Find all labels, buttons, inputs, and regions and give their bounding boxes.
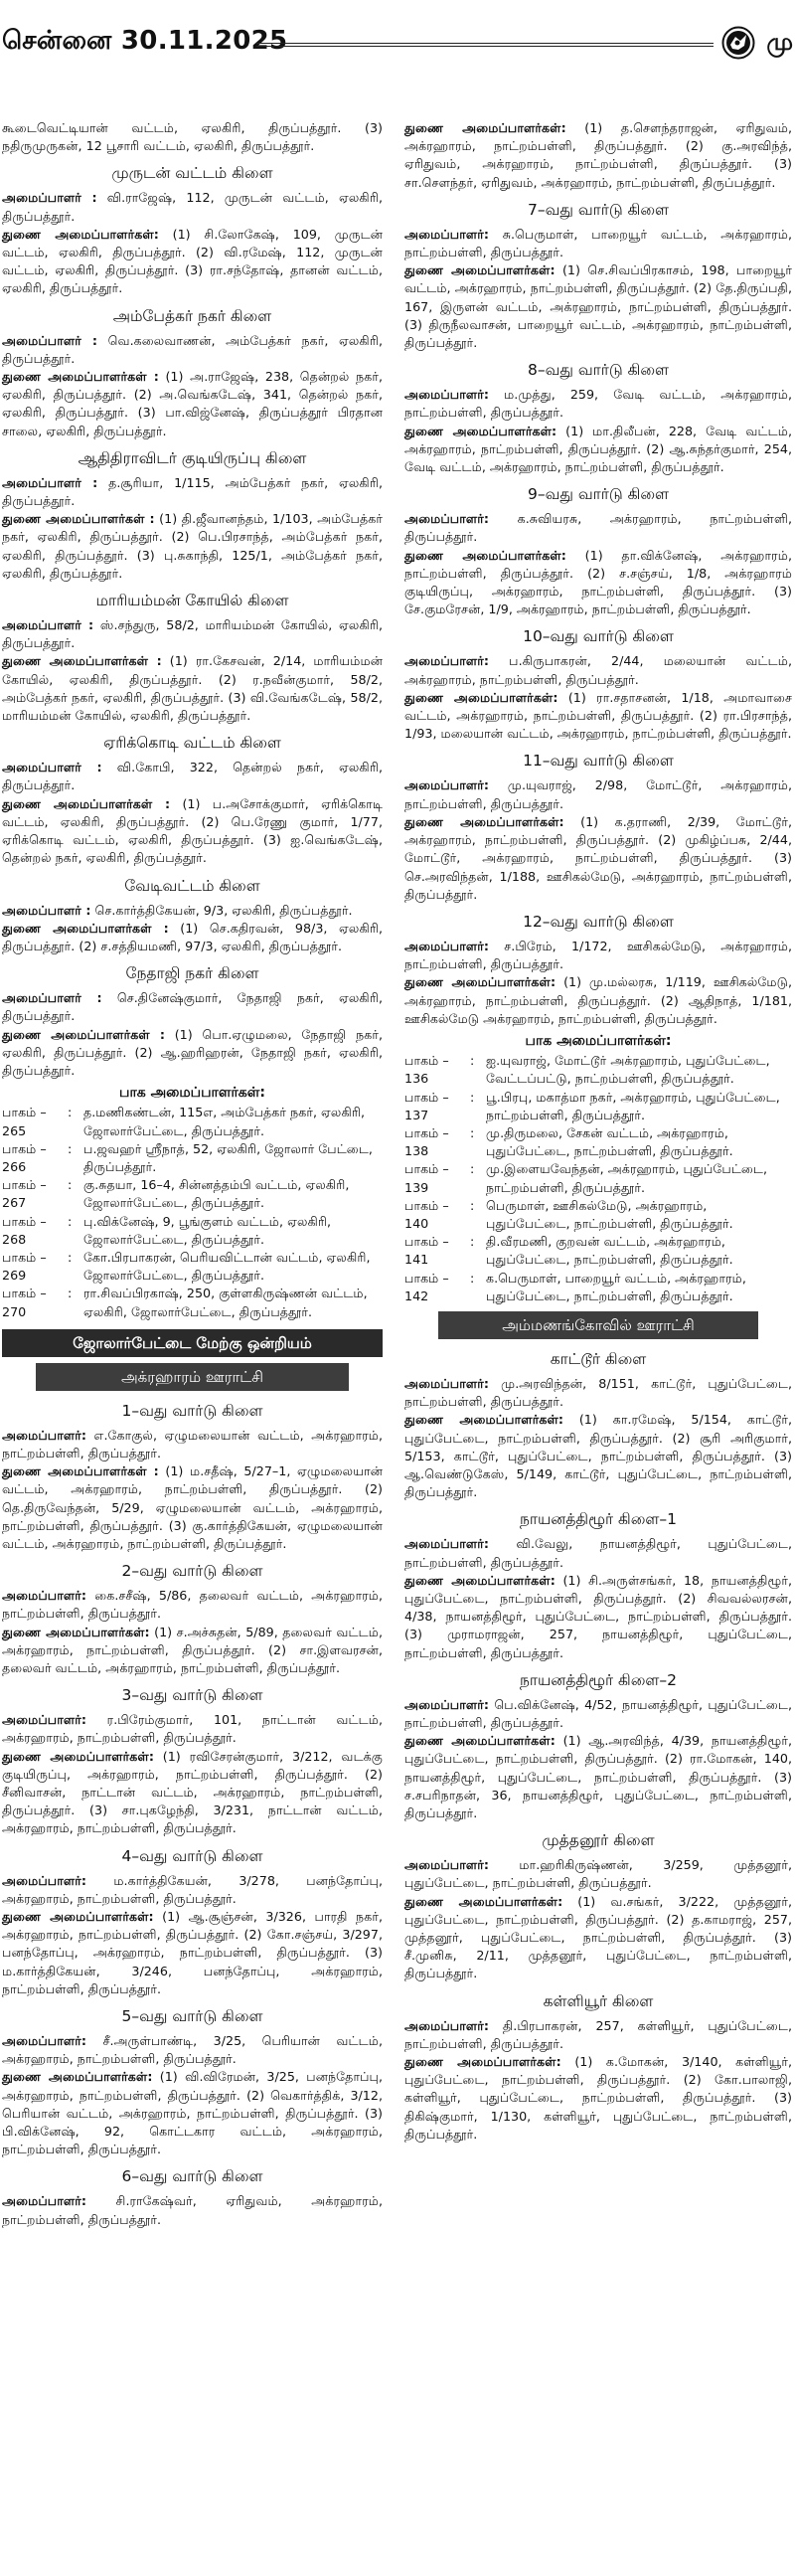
- party-emblem-icon: [721, 26, 755, 60]
- panchayat-banner: அம்மணங்கோவில் ஊராட்சி: [438, 1311, 758, 1339]
- role-label: அமைப்பாளர்:: [404, 1857, 489, 1873]
- paragraph: [404, 1696, 792, 1732]
- role-text: வெ.கலைவாணன், அம்பேத்கர் நகர், ஏலகிரி, திருப்பத்தூர்.: [2, 332, 383, 366]
- booth-organizer: த.மணிகண்டன், 115எ, அம்பேத்கர் நகர், ஏலகிரி, ஜோலார்பேட்டை, திருப்பத்தூர்.: [83, 1105, 366, 1138]
- booth-separator: :: [68, 1249, 73, 1265]
- paragraph: [2, 1711, 383, 1747]
- booth-number: பாகம் – 269: [2, 1249, 47, 1284]
- role-text: (1) தி.ஜீவானந்தம், 1/103, அம்பேத்கர் நகர், ஏலகிரி, திருப்பத்தூர். (2) பெ.பிரசாந்த், அம்பேத்கர் நகர், ஏலகிரி, திருப்பத்தூர். (3) பு.சுகாந்தி, 125/1, அம்பேத்கர் நகர், ஏலகிரி, திருப்பத்தூர்.: [2, 511, 383, 581]
- role-label: அமைப்பாளர் :: [2, 760, 102, 775]
- paragraph: [404, 938, 792, 973]
- branch-heading: நேதாஜி நகர் கிளை: [125, 964, 259, 983]
- paragraph: [404, 2053, 792, 2144]
- booth-organizer: மு.இளையவேந்தன், அக்ரஹாரம், புதுப்பேட்டை, நாட்றம்பள்ளி, திருப்பத்தூர்.: [486, 1161, 768, 1195]
- role-text: ஸ்.சந்துரு, 58/2, மாரியம்மன் கோயில், ஏலகிரி, திருப்பத்தூர்.: [2, 617, 383, 651]
- role-label: துணை அமைப்பாளர்கள்:: [404, 1412, 563, 1428]
- paragraph: [404, 261, 792, 352]
- role-label: துணை அமைப்பாளர்கள்:: [2, 1909, 154, 1925]
- booth-separator: :: [470, 1053, 475, 1069]
- paragraph: [2, 920, 383, 955]
- right-column: [404, 119, 792, 2144]
- paragraph: [2, 1026, 383, 1081]
- role-label: துணை அமைப்பாளர்கள் :: [2, 920, 169, 936]
- paragraph: [404, 386, 792, 422]
- paragraph: [2, 119, 383, 155]
- branch-heading: 6–வது வார்டு கிளை: [121, 2167, 263, 2186]
- panchayat-banner: அக்ரஹாரம் ஊராட்சி: [36, 1363, 349, 1391]
- role-text: செ.கார்த்திகேயன், 9/3, ஏலகிரி, திருப்பத்தூர்.: [90, 902, 353, 918]
- paragraph: [2, 332, 383, 368]
- role-text: எ.கோகுல், ஏழுமலையான் வட்டம், அக்ரஹாரம், நாட்றம்பள்ளி, திருப்பத்தூர்.: [2, 1427, 383, 1460]
- booth-row: [404, 1052, 792, 1088]
- booth-separator: :: [68, 1286, 73, 1301]
- booth-organizer: கு.சுதயா, 16–4, சின்னத்தம்பி வட்டம், ஏலகிரி, ஜோலார்பேட்டை, திருப்பத்தூர்.: [83, 1177, 350, 1211]
- role-text: பெ.விக்னேஷ், 4/52, நாயனத்திழூர், புதுப்பேட்டை, நாட்றம்பள்ளி, திருப்பத்தூர்.: [404, 1696, 792, 1731]
- booth-row: [404, 1197, 792, 1233]
- branch-heading: 11–வது வார்டு கிளை: [523, 752, 674, 771]
- booth-number: பாகம் – 141: [404, 1234, 449, 1268]
- paragraph: [2, 2068, 383, 2158]
- role-label: அமைப்பாளர்:: [2, 1588, 86, 1604]
- branch-heading: 5–வது வார்டு கிளை: [121, 2007, 263, 2026]
- booth-separator: :: [68, 1213, 73, 1229]
- booth-separator: :: [470, 1124, 475, 1140]
- role-label: அமைப்பாளர் :: [2, 990, 102, 1006]
- role-label: துணை அமைப்பாளர்கள்:: [404, 689, 558, 705]
- paragraph: [404, 1856, 792, 1892]
- role-text: (1) ஆ.அரவிந்த், 4/39, நாயனத்திழூர், புதுப்பேட்டை, நாட்றம்பள்ளி, திருப்பத்தூர். (2) ரா.மோகன், 140, நாயனத்திழூர், புதுப்பேட்டை, நாட்றம்பள்ளி, திருப்பத்தூர். (3) ச.சபரிநாதன், 36, நாயனத்திழூர், புதுப்பேட்டை, நாட்றம்பள்ளி, திருப்பத்தூர்.: [404, 1733, 792, 1821]
- booth-separator: :: [470, 1089, 475, 1105]
- paragraph: [2, 1624, 383, 1678]
- booth-row: [404, 1160, 792, 1196]
- paragraph: [404, 1893, 792, 1983]
- branch-heading: வேடிவட்டம் கிளை: [124, 876, 260, 895]
- role-label: அமைப்பாளர்:: [2, 2193, 86, 2209]
- role-label: அமைப்பாளர்:: [404, 777, 489, 793]
- role-text: மு.யுவராஜ், 2/98, மோட்டூர், அக்ரஹாரம், நாட்றம்பள்ளி, திருப்பத்தூர்.: [404, 777, 792, 811]
- branch-heading: அம்பேத்கர் நகர் கிளை: [112, 306, 272, 325]
- paragraph: [2, 795, 383, 868]
- booth-organizer: மு.திருமலை, சேகன் வட்டம், அக்ரஹாரம், புதுப்பேட்டை, நாட்றம்பள்ளி, திருப்பத்தூர்.: [486, 1124, 733, 1159]
- role-text: சு.பெருமாள், பாறையூர் வட்டம், அக்ரஹாரம், நாட்றம்பள்ளி, திருப்பத்தூர்.: [404, 226, 792, 260]
- paragraph: [2, 2032, 383, 2068]
- role-label: அமைப்பாளர்:: [404, 1536, 489, 1552]
- role-label: துணை அமைப்பாளர்கள்:: [2, 1624, 150, 1639]
- role-label: அமைப்பாளர் :: [2, 332, 97, 348]
- role-text: (1) மா.திலீபன், 228, வேடி வட்டம், அக்ரஹாரம், நாட்றம்பள்ளி, திருப்பத்தூர். (2) ஆ.சுந்தர்குமார், 254, வேடி வட்டம், அக்ரஹாரம், நாட்றம்பள்ளி, திருப்பத்தூர்.: [404, 423, 792, 475]
- branch-heading: 1–வது வார்டு கிளை: [121, 1401, 263, 1420]
- role-label: அமைப்பாளர் :: [2, 190, 97, 206]
- role-label: துணை அமைப்பாளர்கள் :: [2, 653, 162, 669]
- paragraph: [404, 1535, 792, 1571]
- booth-organizer: ரா.சிவப்பிரகாஷ், 250, குள்ளகிருஷ்ணன் வட்டம், ஏலகிரி, ஜோலார்பேட்டை, திருப்பத்தூர்.: [83, 1286, 368, 1319]
- booth-separator: :: [470, 1197, 475, 1213]
- role-label: அமைப்பாளர்:: [2, 1712, 86, 1728]
- paragraph: [404, 1572, 792, 1662]
- booth-separator: :: [470, 1161, 475, 1177]
- paragraph: [2, 1462, 383, 1553]
- paragraph: [2, 368, 383, 440]
- role-text: (1) தா.விக்னேஷ், அக்ரஹாரம், நாட்றம்பள்ளி, திருப்பத்தூர். (2) ச.சஞ்சய், 1/8, அக்ரஹாரம் குடியிருப்பு, அக்ரஹாரம், நாட்றம்பள்ளி, திருப்பத்தூர். (3) சே.குமரேசன், 1/9, அக்ரஹாரம், நாட்றம்பள்ளி, திருப்பத்தூர்.: [404, 547, 792, 617]
- booth-row: [404, 1233, 792, 1269]
- paragraph: [404, 973, 792, 1028]
- role-text: தி.பிரபாகரன், 257, கள்ளியூர், புதுப்பேட்டை, நாட்றம்பள்ளி, திருப்பத்தூர்.: [404, 2017, 792, 2051]
- role-label: அமைப்பாளர் :: [2, 474, 98, 490]
- branch-heading: 12–வது வார்டு கிளை: [523, 912, 674, 931]
- role-label: அமைப்பாளர்:: [2, 1427, 86, 1443]
- role-label: துணை அமைப்பாளர்கள் :: [2, 369, 159, 385]
- booth-separator: :: [470, 1234, 475, 1250]
- booth-row: [2, 1285, 383, 1320]
- booth-organizer: தி.வீரமணி, குறவன் வட்டம், அக்ரஹாரம், புதுப்பேட்டை, நாட்றம்பள்ளி, திருப்பத்தூர்.: [486, 1234, 733, 1268]
- booth-separator: :: [68, 1177, 73, 1193]
- role-text: சி.ராகேஷ்வர், ஏரிதுவம், அக்ரஹாரம், நாட்றம்பள்ளி, திருப்பத்தூர்.: [2, 2193, 383, 2227]
- role-label: துணை அமைப்பாளர்கள்:: [404, 120, 566, 135]
- role-text: (1) அ.ராஜேஷ், 238, தென்றல் நகர், ஏலகிரி, திருப்பத்தூர். (2) அ.வெங்கடேஷ், 341, தென்றல் நகர், ஏலகிரி, திருப்பத்தூர். (3) பா.விஜ்னேஷ், திருப்பத்தூர் பிரதான சாலை, ஏலகிரி, திருப்பத்தூர்.: [2, 369, 383, 438]
- role-text: ம.கார்த்திகேயன், 3/278, பனந்தோப்பு, அக்ரஹாரம், நாட்றம்பள்ளி, திருப்பத்தூர்.: [2, 1872, 383, 1906]
- role-label: அமைப்பாளர்:: [404, 2017, 489, 2033]
- role-label: துணை அமைப்பாளர்கள்:: [404, 423, 557, 438]
- section-subheading: பாக அமைப்பாளர்கள்:: [525, 1032, 672, 1049]
- booth-row: [404, 1089, 792, 1124]
- booth-separator: :: [68, 1140, 73, 1156]
- role-label: அமைப்பாளர்:: [2, 1872, 86, 1888]
- role-label: அமைப்பாளர்:: [2, 2033, 86, 2049]
- union-banner: ஜோலார்பேட்டை மேற்கு ஒன்றியம்: [2, 1329, 383, 1357]
- role-text: மு.அரவிந்தன், 8/151, காட்டூர், புதுப்பேட்டை, நாட்றம்பள்ளி, திருப்பத்தூர்.: [404, 1375, 792, 1410]
- paragraph: [404, 652, 792, 688]
- role-label: துணை அமைப்பாளர்கள்:: [404, 262, 556, 278]
- paragraph: [404, 510, 792, 546]
- paragraph: [404, 1375, 792, 1411]
- role-text: ப.கிருபாகரன், 2/44, மலையான் வட்டம், அக்ரஹாரம், நாட்றம்பள்ளி, திருப்பத்தூர்.: [404, 653, 792, 687]
- role-label: அமைப்பாளர் :: [2, 617, 94, 633]
- role-text: த.சூரியா, 1/115, அம்பேத்கர் நகர், ஏலகிரி, திருப்பத்தூர்.: [2, 474, 383, 509]
- paragraph: [2, 1748, 383, 1838]
- branch-heading: நாயனத்திழூர் கிளை–1: [519, 1510, 678, 1529]
- booth-organizer: க.பெருமாள், பாறையூர் வட்டம், அக்ரஹாரம், புதுப்பேட்டை, நாட்றம்பள்ளி, திருப்பத்தூர்.: [486, 1270, 746, 1303]
- paragraph: [404, 226, 792, 261]
- role-text: க.சுவியரசு, அக்ரஹாரம், நாட்றம்பள்ளி, திருப்பத்தூர்.: [404, 511, 792, 545]
- role-text: (1) ரா.சதாசனன், 1/18, அமாவாசை வட்டம், அக்ரஹாரம், நாட்றம்பள்ளி, திருப்பத்தூர். (2) ரா.பிரசாந்த், 1/93, மலையான் வட்டம், அக்ரஹாரம், நாட்றம்பள்ளி, திருப்பத்தூர்.: [404, 689, 792, 742]
- paragraph: [404, 119, 792, 192]
- role-label: துணை அமைப்பாளர்கள்:: [2, 2069, 153, 2085]
- paragraph: [2, 226, 383, 298]
- role-label: துணை அமைப்பாளர்கள்:: [404, 1572, 556, 1588]
- paragraph: [2, 2192, 383, 2228]
- booth-number: பாகம் – 140: [404, 1197, 449, 1231]
- booth-number: பாகம் – 266: [2, 1140, 47, 1174]
- booth-number: பாகம் – 267: [2, 1177, 47, 1211]
- role-text: (1) மு.மல்லரசு, 1/119, ஊசிகல்மேடு, அக்ரஹாரம், நாட்றம்பள்ளி, திருப்பத்தூர். (2) ஆதிநாத், 1/181, ஊசிகல்மேடு அக்ரஹாரம், நாட்றம்பள்ளி, திருப்பத்தூர்.: [404, 974, 792, 1026]
- branch-heading: முத்தனூர் கிளை: [542, 1831, 655, 1850]
- role-label: துணை அமைப்பாளர்கள் :: [2, 511, 155, 527]
- branch-heading: 10–வது வார்டு கிளை: [523, 627, 674, 646]
- branch-heading: 4–வது வார்டு கிளை: [121, 1846, 263, 1865]
- booth-number: பாகம் – 265: [2, 1105, 47, 1138]
- role-text: சீ.அருள்பாண்டி, 3/25, பெரியான் வட்டம், அக்ரஹாரம், நாட்றம்பள்ளி, திருப்பத்தூர்.: [2, 2033, 383, 2067]
- paragraph: [404, 2017, 792, 2053]
- role-label: துணை அமைப்பாளர்கள் :: [2, 795, 171, 811]
- booth-organizer: ஐ.யுவராஜ், மோட்டூர் அக்ரஹாரம், புதுப்பேட்டை, வேட்டப்பட்டு, நாட்றம்பள்ளி, திருப்பத்தூர்.: [486, 1053, 770, 1087]
- left-column: [2, 119, 383, 2229]
- role-text: வி.வேலு, நாயனத்திழூர், புதுப்பேட்டை, நாட்றம்பள்ளி, திருப்பத்தூர்.: [404, 1536, 792, 1570]
- role-text: (1) க.மோகன், 3/140, கள்ளியூர், புதுப்பேட்டை, நாட்றம்பள்ளி, திருப்பத்தூர். (2) கோ.பாலாஜி, கள்ளியூர், புதுப்பேட்டை, நாட்றம்பள்ளி, திருப்பத்தூர். (3) திகிஷ்குமார், 1/130, கள்ளியூர், புதுப்பேட்டை, நாட்றம்பள்ளி, திருப்பத்தூர்.: [404, 2054, 792, 2142]
- role-label: அமைப்பாளர்:: [404, 511, 489, 527]
- role-text: ர.பிரேம்குமார், 101, நாட்டான் வட்டம், அக்ரஹாரம், நாட்றம்பள்ளி, திருப்பத்தூர்.: [2, 1712, 383, 1746]
- role-text: (1) கா.ரமேஷ், 5/154, காட்டூர், புதுப்பேட்டை, நாட்றம்பள்ளி, திருப்பத்தூர். (2) சூரி அரிகுமார், 5/153, காட்டூர், புதுப்பேட்டை, நாட்றம்பள்ளி, திருப்பத்தூர். (3) ஆ.வெண்டுகேஸ், 5/149, காட்டூர், புதுப்பேட்டை, நாட்றம்பள்ளி, திருப்பத்தூர்.: [404, 1412, 792, 1500]
- paragraph: [2, 759, 383, 794]
- branch-heading: ஏரிக்கொடி வட்டம் கிளை: [103, 734, 281, 753]
- paragraph: [404, 547, 792, 619]
- masthead-rule: [256, 43, 714, 47]
- role-text: (1) செ.கதிரவன், 98/3, ஏலகிரி, திருப்பத்தூர். (2) ச.சத்தியமணி, 97/3, ஏலகிரி, திருப்பத்தூர்.: [2, 920, 384, 953]
- paragraph: [404, 776, 792, 812]
- paragraph: [2, 902, 383, 920]
- booth-row: [2, 1176, 383, 1212]
- booth-number: பாகம் – 136: [404, 1053, 449, 1087]
- booth-organizer: கோ.பிரபாகரன், பெரியவிட்டான் வட்டம், ஏலகிரி, ஜோலார்பேட்டை, திருப்பத்தூர்.: [83, 1249, 371, 1284]
- role-text: (1) சி.அருள்சங்கர், 18, நாயனத்திழூர், புதுப்பேட்டை, நாட்றம்பள்ளி, திருப்பத்தூர். (2) சிவவல்லரசன், 4/38, நாயனத்திழூர், புதுப்பேட்டை, நாட்றம்பள்ளி, திருப்பத்தூர். (3) முராமராஜன், 257, நாயனத்திழூர், புதுப்பேட்டை, நாட்றம்பள்ளி, திருப்பத்தூர்.: [404, 1572, 792, 1660]
- role-text: கை.சசீஷ், 5/86, தலைவர் வட்டம், அக்ரஹாரம், நாட்றம்பள்ளி, திருப்பத்தூர்.: [2, 1588, 383, 1622]
- role-label: துணை அமைப்பாளர்கள்:: [404, 1893, 563, 1909]
- branch-heading: நாயனத்திழூர் கிளை–2: [519, 1670, 678, 1689]
- role-text: (1) வி.விரேமன், 3/25, பனந்தோப்பு, அக்ரஹாரம், நாட்றம்பள்ளி, திருப்பத்தூர். (2) வெகார்த்திக், 3/12, பெரியான் வட்டம், அக்ரஹாரம், நாட்றம்பள்ளி, திருப்பத்தூர். (3) பி.விக்னேஷ், 92, கொட்டகார வட்டம், அக்ரஹாரம், நாட்றம்பள்ளி, திருப்பத்தூர்.: [2, 2069, 383, 2157]
- branch-heading: கள்ளியூர் கிளை: [543, 1991, 654, 2010]
- booth-number: பாகம் – 270: [2, 1286, 47, 1319]
- paragraph: [2, 1872, 383, 1908]
- paragraph: [404, 1411, 792, 1501]
- paragraph: [404, 813, 792, 904]
- role-label: அமைப்பாளர்:: [404, 1375, 489, 1391]
- role-label: அமைப்பாளர்:: [404, 653, 489, 669]
- role-text: (1) த.சௌந்தராஜன், ஏரிதுவம், அக்ரஹாரம், நாட்றம்பள்ளி, திருப்பத்தூர். (2) கு.அரவிந்த், ஏரிதுவம், அக்ரஹாரம், நாட்றம்பள்ளி, திருப்பத்தூர். (3) சா.சௌந்தர், ஏரிதுவம், அக்ரஹாரம், நாட்றம்பள்ளி, திருப்பத்தூர்.: [404, 120, 792, 190]
- branch-heading: 8–வது வார்டு கிளை: [528, 361, 669, 380]
- branch-heading: 9–வது வார்டு கிளை: [528, 485, 669, 504]
- booth-organizer: பு.விக்னேஷ், 9, பூங்குளம் வட்டம், ஏலகிரி, ஜோலார்பேட்டை, திருப்பத்தூர்.: [83, 1213, 332, 1247]
- booth-row: [2, 1140, 383, 1176]
- role-text: (1) ப.அசோக்குமார், ஏரிக்கொடி வட்டம், ஏலகிரி, திருப்பத்தூர். (2) பெ.ரேணு குமார், 1/77, ஏரிக்கொடி வட்டம், ஏலகிரி, திருப்பத்தூர். (3) ஐ.வெங்கடேஷ், தென்றல் நகர், ஏலகிரி, திருப்பத்தூர்.: [2, 795, 384, 866]
- booth-row: [2, 1104, 383, 1139]
- role-text: மா.ஹரிகிருஷ்ணன், 3/259, முத்தனூர், புதுப்பேட்டை, நாட்றம்பள்ளி, திருப்பத்தூர்.: [404, 1857, 792, 1891]
- booth-row: [404, 1124, 792, 1160]
- role-label: அமைப்பாளர்:: [404, 1696, 489, 1712]
- paragraph: [2, 474, 383, 510]
- section-subheading: பாக அமைப்பாளர்கள்:: [119, 1085, 265, 1102]
- branch-heading: 2–வது வார்டு கிளை: [121, 1562, 263, 1581]
- role-text: (1) க.தராணி, 2/39, மோட்டூர், அக்ரஹாரம், நாட்றம்பள்ளி, திருப்பத்தூர். (2) முகிழ்ப்பசு, 2/44, மோட்டூர், அக்ரஹாரம், நாட்றம்பள்ளி, திருப்பத்தூர். (3) செ.அரவிந்தன், 1/188, ஊசிகல்மேடு, அக்ரஹாரம், நாட்றம்பள்ளி, திருப்பத்தூர்.: [404, 813, 792, 902]
- role-text: ச.பிரேம், 1/172, ஊசிகல்மேடு, அக்ரஹாரம், நாட்றம்பள்ளி, திருப்பத்தூர்.: [404, 938, 792, 972]
- paragraph: [2, 1908, 383, 1998]
- role-label: துணை அமைப்பாளர்கள்:: [404, 2054, 561, 2070]
- role-text: (1) பொ.ஏழுமலை, நேதாஜி நகர், ஏலகிரி, திருப்பத்தூர். (2) ஆ.ஹரிஹரன், நேதாஜி நகர், ஏலகிரி, திருப்பத்தூர்.: [2, 1026, 383, 1078]
- role-label: அமைப்பாளர்:: [404, 387, 489, 403]
- paragraph: [2, 1587, 383, 1623]
- role-label: துணை அமைப்பாளர்கள்:: [404, 974, 556, 990]
- role-label: அமைப்பாளர்:: [404, 938, 489, 953]
- role-text: செ.தினேஷ்குமார், நேதாஜி நகர், ஏலகிரி, திருப்பத்தூர்.: [2, 990, 383, 1024]
- paragraph: [2, 616, 383, 652]
- role-text: (1) வ.சங்கர், 3/222, முத்தனூர், புதுப்பேட்டை, நாட்றம்பள்ளி, திருப்பத்தூர். (2) த.காமராஜ், 257, முத்தனூர், புதுப்பேட்டை, நாட்றம்பள்ளி, திருப்பத்தூர். (3) சீ.முனிசு, 2/11, முத்தனூர், புதுப்பேட்டை, நாட்றம்பள்ளி, திருப்பத்தூர்.: [404, 1893, 792, 1981]
- masthead: [0, 0, 795, 66]
- branch-heading: காட்டூர் கிளை: [550, 1349, 647, 1368]
- paragraph: [404, 1732, 792, 1822]
- branch-heading: முருடன் வட்டம் கிளை: [111, 164, 273, 183]
- role-label: துணை அமைப்பாளர்கள்:: [404, 813, 564, 829]
- booth-number: பாகம் – 138: [404, 1124, 449, 1159]
- role-label: துணை அமைப்பாளர்கள்:: [2, 226, 159, 242]
- role-label: துணை அமைப்பாளர்கள் :: [2, 1463, 159, 1479]
- booth-number: பாகம் – 137: [404, 1089, 449, 1122]
- booth-separator: :: [68, 1105, 73, 1120]
- booth-row: [2, 1249, 383, 1285]
- role-text: (1) செ.சிவப்பிரகாசம், 198, பாறையூர் வட்டம், அக்ரஹாரம், நாட்றம்பள்ளி, திருப்பத்தூர். (2) தே.திருப்பதி, 167, இருளன் வட்டம், அக்ரஹாரம், நாட்றம்பள்ளி, திருப்பத்தூர். (3) திருநீலவாசன், பாறையூர் வட்டம், அக்ரஹாரம், நாட்றம்பள்ளி, திருப்பத்தூர்.: [404, 262, 792, 351]
- booth-organizer: ப.ஜவஹர் ஸ்ரீநாத், 52, ஏலகிரி, ஜோலார் பேட்டை, திருப்பத்தூர்.: [83, 1140, 373, 1174]
- role-label: அமைப்பாளர் :: [2, 902, 91, 918]
- branch-heading: 3–வது வார்டு கிளை: [121, 1686, 263, 1705]
- dateline: சென்னை 30.11.2025: [2, 26, 288, 56]
- paragraph: [404, 423, 792, 477]
- role-text: (1) ம.சதீஷ், 5/27–1, ஏழுமலையான் வட்டம், அக்ரஹாரம், நாட்றம்பள்ளி, திருப்பத்தூர். (2) தெ.திருவேந்தன், 5/29, ஏழுமலையான் வட்டம், அக்ரஹாரம், நாட்றம்பள்ளி, திருப்பத்தூர். (3) கு.கார்த்திகேயன், ஏழுமலையான் வட்டம், அக்ரஹாரம், நாட்றம்பள்ளி, திருப்பத்தூர்.: [2, 1463, 384, 1551]
- role-text: (1) ச.அச்சுதன், 5/89, தலைவர் வட்டம், அக்ரஹாரம், நாட்றம்பள்ளி, திருப்பத்தூர். (2) சா.இளவரசன், தலைவர் வட்டம், அக்ரஹாரம், நாட்றம்பள்ளி, திருப்பத்தூர்.: [2, 1624, 383, 1675]
- role-label: துணை அமைப்பாளர்கள் :: [2, 1026, 165, 1042]
- role-text: (1) ஆ.சூஞ்சன், 3/326, பாரதி நகர், அக்ரஹாரம், நாட்றம்பள்ளி, திருப்பத்தூர். (2) கோ.சஞ்சய், 3/297, பனந்தோப்பு, அக்ரஹாரம், நாட்றம்பள்ளி, திருப்பத்தூர். (3) ம.கார்த்திகேயன், 3/246, பனந்தோப்பு, அக்ரஹாரம், நாட்றம்பள்ளி, திருப்பத்தூர்.: [2, 1909, 383, 1996]
- role-label: துணை அமைப்பாளர்கள்:: [404, 1733, 556, 1749]
- role-text: ம.முத்து, 259, வேடி வட்டம், அக்ரஹாரம், நாட்றம்பள்ளி, திருப்பத்தூர்.: [404, 387, 792, 421]
- paragraph: [2, 989, 383, 1025]
- paragraph: [404, 689, 792, 744]
- booth-organizer: பெருமாள், ஊசிகல்மேடு, அக்ரஹாரம், புதுப்பேட்டை, நாட்றம்பள்ளி, திருப்பத்தூர்.: [486, 1197, 733, 1231]
- branch-heading: ஆதிதிராவிடர் குடியிருப்பு கிளை: [78, 448, 307, 467]
- role-label: அமைப்பாளர்:: [404, 226, 489, 242]
- role-text: வி.கோபி, 322, தென்றல் நகர், ஏலகிரி, திருப்பத்தூர்.: [2, 760, 383, 793]
- role-text: வி.ராஜேஷ், 112, முருடன் வட்டம், ஏலகிரி, திருப்பத்தூர்.: [2, 190, 383, 224]
- role-text: (1) ரா.கேசவன், 2/14, மாரியம்மன் கோயில், ஏலகிரி, திருப்பத்தூர். (2) ர.நவீன்குமார், 58/2, அம்பேத்கர் நகர், ஏலகிரி, திருப்பத்தூர். (3) வி.வேங்கடேஷ், 58/2, மாரியம்மன் கோயில், ஏலகிரி, திருப்பத்தூர்.: [2, 653, 383, 724]
- booth-number: பாகம் – 139: [404, 1161, 449, 1195]
- paragraph: [2, 1427, 383, 1462]
- role-text: (1) சி.லோகேஷ், 109, முருடன் வட்டம், ஏலகிரி, திருப்பத்தூர். (2) வி.ரமேஷ், 112, முருடன் வட்டம், ஏலகிரி, திருப்பத்தூர். (3) ரா.சந்தோஷ், தானன் வட்டம், ஏலகிரி, திருப்பத்தூர்.: [2, 226, 383, 296]
- booth-row: [404, 1270, 792, 1305]
- role-label: துணை அமைப்பாளர்கள்:: [404, 547, 566, 563]
- booth-organizer: பூ.பிரபு, மகாத்மா நகர், அக்ரஹாரம், புதுப்பேட்டை, நாட்றம்பள்ளி, திருப்பத்தூர்.: [486, 1089, 780, 1122]
- booth-row: [2, 1213, 383, 1249]
- masthead-tail: மு: [766, 28, 793, 56]
- paragraph: [2, 652, 383, 725]
- paragraph: [2, 510, 383, 583]
- paragraph: [2, 189, 383, 225]
- role-text: கூடைவெட்டியான் வட்டம், ஏலகிரி, திருப்பத்தூர். (3) நதிருமுருகன், 12 பூசாரி வட்டம், ஏலகிரி, திருப்பத்தூர்.: [2, 120, 383, 154]
- branch-heading: 7–வது வார்டு கிளை: [528, 200, 669, 219]
- booth-number: பாகம் – 268: [2, 1213, 47, 1247]
- booth-separator: :: [470, 1270, 475, 1286]
- role-text: (1) ரவிசேரன்குமார், 3/212, வடக்கு குடியிருப்பு, அக்ரஹாரம், நாட்றம்பள்ளி, திருப்பத்தூர். (2) சீனிவாசன், நாட்டான் வட்டம், அக்ரஹாரம், நாட்றம்பள்ளி, திருப்பத்தூர். (3) சா.புகழேந்தி, 3/231, நாட்டான் வட்டம், அக்ரஹாரம், நாட்றம்பள்ளி, திருப்பத்தூர்.: [2, 1748, 383, 1836]
- booth-number: பாகம் – 142: [404, 1270, 449, 1303]
- role-label: துணை அமைப்பாளர்கள்:: [2, 1748, 154, 1764]
- branch-heading: மாரியம்மன் கோயில் கிளை: [95, 592, 289, 610]
